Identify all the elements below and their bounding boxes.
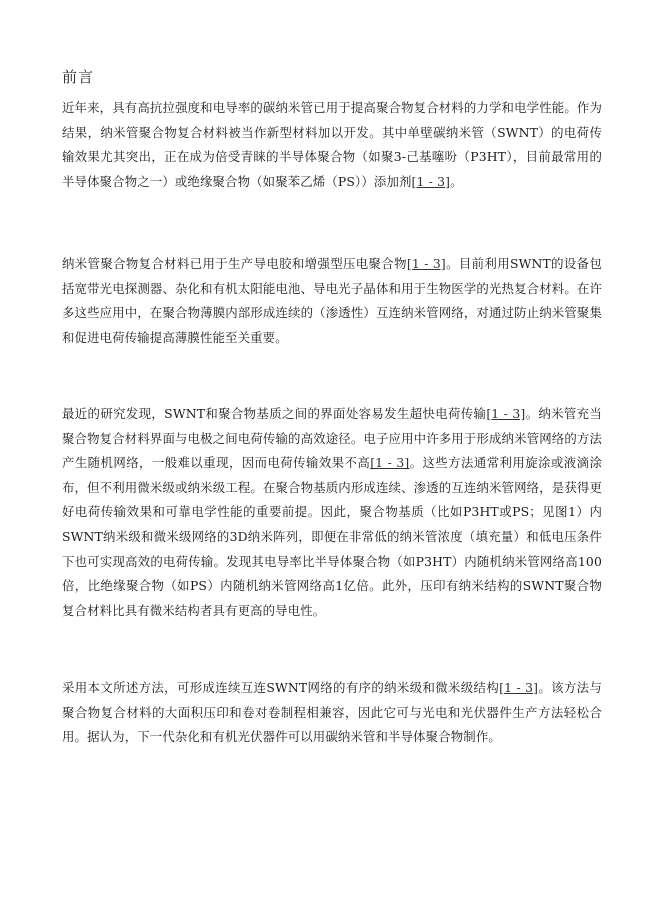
- paragraph-4: [62, 676, 602, 750]
- paragraph-text: 纳米管聚合物复合材料已用于生产导电胶和增强型压电聚合物: [62, 256, 407, 271]
- section-heading: 前言: [62, 68, 95, 86]
- citation-link[interactable]: [1 - 3]: [406, 256, 446, 271]
- paragraph-text: 。该方法与聚合物复合材料的大面积压印和卷对卷制程相兼容，因此它可与光电和光伏器件生产方法轻松合用。据认为，下一代杂化和有机光伏器件可以用碳纳米管和半导体聚合物制作。: [62, 680, 602, 745]
- paragraph-2: [62, 252, 602, 350]
- paragraph-text: 。这些方法通常利用旋涂或液滴涂布，但不利用微米级或纳米级工程。在聚合物基质内形成连续、渗透的互连纳米管网络，是获得更好电荷传输效果和可靠电学性能的重要前提。因此，聚合物基质（比如P3HT或PS；见图1）内SWNT纳米级和微米级网络的3D纳米阵列，即便在非常低的纳米管浓度（填充量）和低电压条件下也可实现高效的电荷传输。发现其电导率比半导体聚合物（如P3HT）内随机纳米管网络高100倍，比绝缘聚合物（如PS）内随机纳米管网络高1亿倍。此外，压印有纳米结构的SWNT聚合物复合材料比具有微米结构者具有更高的导电性。: [62, 455, 602, 618]
- citation-link[interactable]: [1 - 3]: [499, 680, 539, 695]
- citation-link[interactable]: [1 - 3]: [486, 406, 526, 421]
- paragraph-text: 。: [450, 173, 463, 189]
- citation-link[interactable]: [1 - 3]: [411, 173, 451, 189]
- paragraph-text: 。目前利用SWNT的设备包括宽带光电探测器、杂化和有机太阳能电池、导电光子晶体和用于生物医学的光热复合材料。在许多这些应用中，在聚合物薄膜内部形成连续的（渗透性）互连纳米管网络，对通过防止纳米管聚集和促进电荷传输提高薄膜性能至关重要。: [62, 256, 602, 345]
- paragraph-1: [62, 96, 602, 194]
- citation-link[interactable]: [1 - 3]: [370, 455, 410, 471]
- paragraph-text: 最近的研究发现，SWNT和聚合物基质之间的界面处容易发生超快电荷传输: [62, 406, 487, 421]
- paragraph-text: 近年来，具有高抗拉强度和电导率的碳纳米管已用于提高聚合物复合材料的力学和电学性能。作为结果，纳米管聚合物复合材料被当作新型材料加以开发。其中单壁碳纳米管（SWNT）的电荷传输效果尤其突出，正在成为倍受青睐的半导体聚合物（如聚3-己基噻吩（P3HT），目前最常用的半导体聚合物之一）或绝缘聚合物（如聚苯乙烯（PS））添加剂: [62, 100, 602, 189]
- paragraph-3: [62, 402, 602, 623]
- paragraph-text: 采用本文所述方法，可形成连续互连SWNT网络的有序的纳米级和微米级结构: [62, 680, 500, 695]
- paragraph-text: 。纳米管充当聚合物复合材料界面与电极之间电荷传输的高效途径。电子应用中许多用于形成纳米管网络的方法产生随机网络，一般难以重现，因而电荷传输效果不高: [62, 406, 602, 471]
